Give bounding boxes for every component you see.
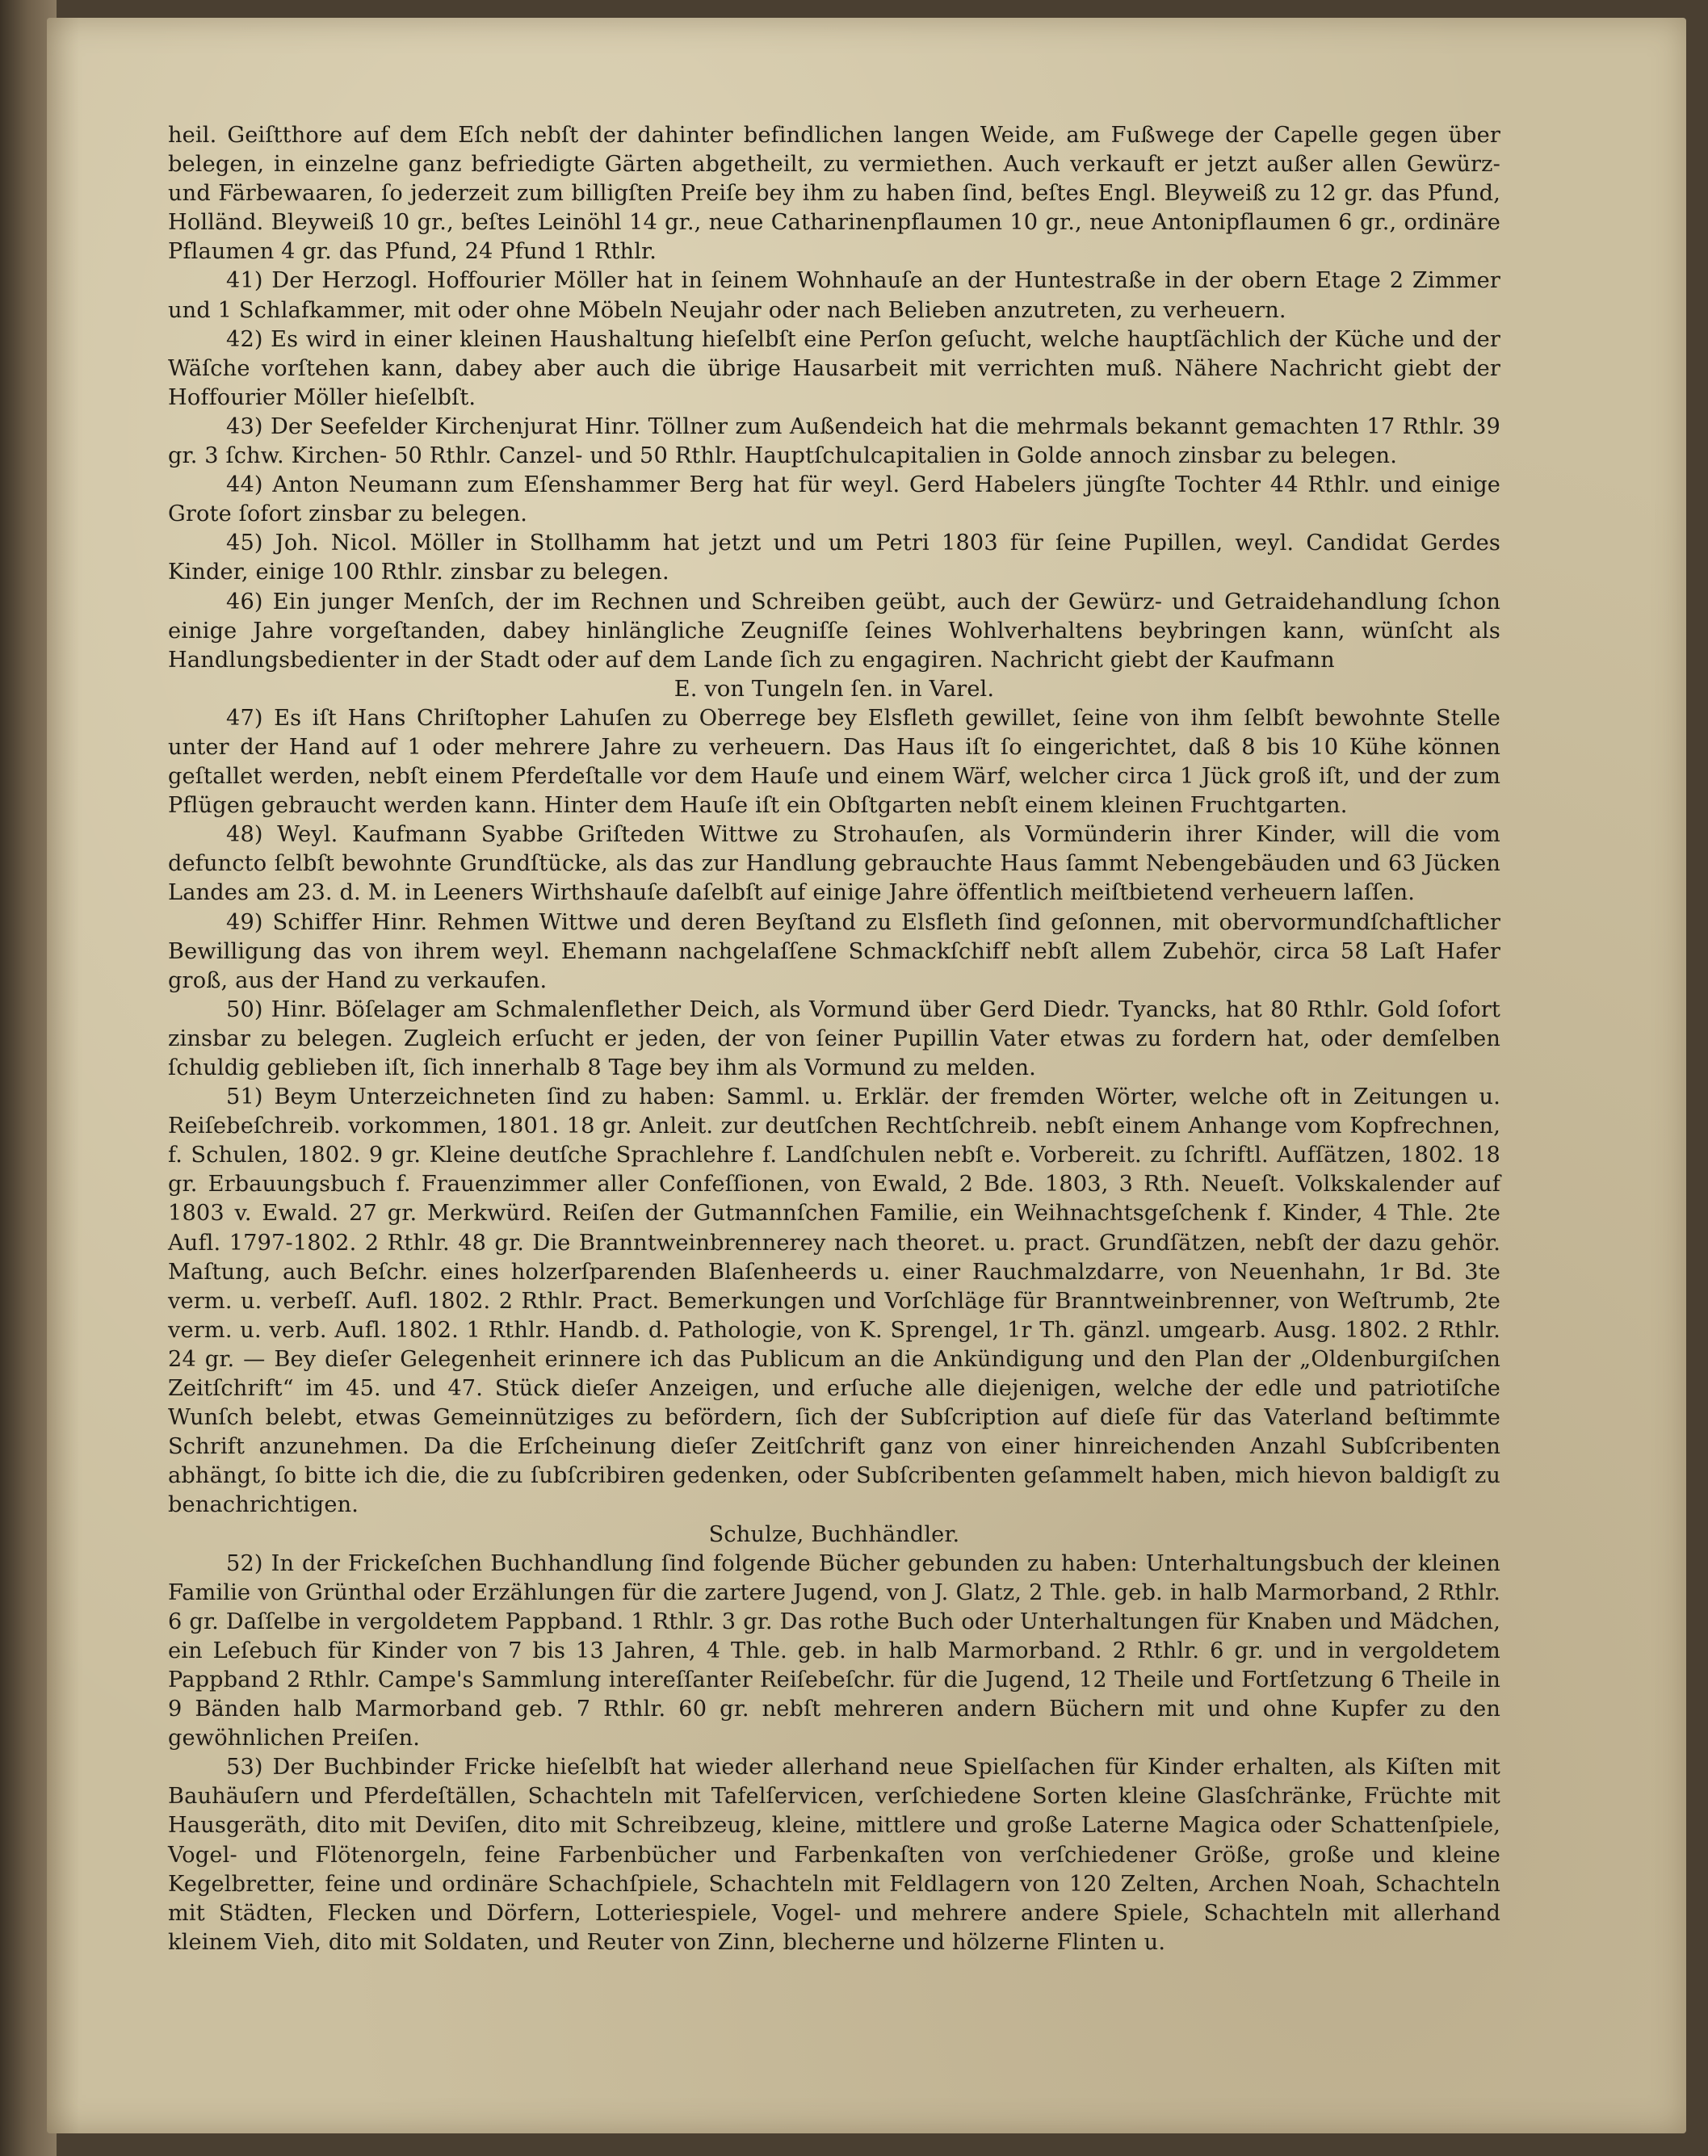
notice-49: 49) Schiffer Hinr. Rehmen Wittwe und deren Beyſtand zu Elsfleth ſind geſonnen, mit obervormundſchaftlicher Bewilligung das von ihrem weyl. Ehemann nachgelaſſene Schmackſchiff nebſt allem Zubehör, circa 58 Laſt Hafer groß, aus der Hand zu verkaufen. <box>168 909 1500 993</box>
notice-44: 44) Anton Neumann zum Eſenshammer Berg hat für weyl. Gerd Habelers jüngſte Tochter 44 Rthlr. und einige Grote ſofort zinsbar zu belegen. <box>168 472 1500 527</box>
notice-51: 51) Beym Unterzeichneten ſind zu haben: Samml. u. Erklär. der fremden Wörter, welche oft in Zeitungen u. Reiſebeſchreib. vorkommen, 1801. 18 gr. Anleit. zur deutſchen Rechtſchreib. nebſt einem Anhange vom Kopfrechnen, f. Schulen, 1802. 9 gr. Kleine deutſche Sprachlehre f. Landſchulen nebſt e. Vorbereit. zu ſchriftl. Aufſätzen, 1802. 18 gr. Erbauungsbuch f. Frauenzimmer aller Confeſſionen, von Ewald, 2 Bde. 1803, 3 Rth. Neueſt. Volkskalender auf 1803 v. Ewald. 27 gr. Merkwürd. Reiſen der Gutmannſchen Familie, ein Weihnachtsgeſchenk f. Kinder, 4 Thle. 2te Aufl. 1797-1802. 2 Rthlr. 48 gr. Die Branntweinbrennerey nach theoret. u. pract. Grundſätzen, nebſt der dazu gehör. Maſtung, auch Beſchr. eines holzerſparenden Blaſenheerds u. einer Rauchmalzdarre, von Neuenhahn, 1r Bd. 3te verm. u. verbeſſ. Aufl. 1802. 2 Rthlr. Pract. Bemerkungen und Vorſchläge für Branntweinbrenner, von Weſtrumb, 2te verm. u. verb. Aufl. 1802. 1 Rthlr. Handb. d. Pathologie, von K. Sprengel, 1r Th. gänzl. umgearb. Ausg. 1802. 2 Rthlr. 24 gr. — Bey dieſer Gelegenheit erinnere ich das Publicum an die Ankündigung und den Plan der „Oldenburgiſchen Zeitſchrift“ im 45. und 47. Stück dieſer Anzeigen, und erſuche alle diejenigen, welche der edle und patriotiſche Wunſch belebt, etwas Gemeinnütziges zu befördern, ſich der Subſcription auf dieſe für das Vaterland beſtimmte Schrift anzunehmen. Da die Erſcheinung dieſer Zeitſchrift ganz von einer hinreichenden Anzahl Subſcribenten abhängt, ſo bitte ich die, die zu ſubſcribiren gedenken, oder Subſcribenten geſammelt haben, mich hievon baldigſt zu benachrichtigen. <box>168 1084 1500 1518</box>
notice-41: 41) Der Herzogl. Hoffourier Möller hat in ſeinem Wohnhauſe an der Huntestraße in der obern Etage 2 Zimmer und 1 Schlafkammer, mit oder ohne Möbeln Neujahr oder nach Belieben anzutreten, zu verheuern. <box>168 268 1500 323</box>
notice-45: 45) Joh. Nicol. Möller in Stollhamm hat jetzt und um Petri 1803 für ſeine Pupillen, weyl. Candidat Gerdes Kinder, einige 100 Rthlr. zinsbar zu belegen. <box>168 531 1500 585</box>
document-page <box>47 18 1686 2133</box>
notice-42: 42) Es wird in einer kleinen Haushaltung hieſelbſt eine Perſon geſucht, welche hauptſächlich der Küche und der Wäſche vorſtehen kann, dabey aber auch die übrige Hausarbeit mit verrichten muß. Nähere Nachricht giebt der Hoffourier Möller hieſelbſt. <box>168 326 1500 410</box>
notice-46: 46) Ein junger Menſch, der im Rechnen und Schreiben geübt, auch der Gewürz- und Getraidehandlung ſchon einige Jahre vorgeſtanden, dabey hinlängliche Zeugniſſe ſeines Wohlverhaltens beybringen kann, wünſcht als Handlungsbedienter in der Stadt oder auf dem Lande ſich zu engagiren. Nachricht giebt der Kaufmann <box>168 589 1500 673</box>
notice-52: 52) In der Frickeſchen Buchhandlung ſind folgende Bücher gebunden zu haben: Unterhaltungsbuch der kleinen Familie von Grünthal oder Erzählungen für die zartere Jugend, von J. Glatz, 2 Thle. geb. in halb Marmorband, 2 Rthlr. 6 gr. Daſſelbe in vergoldetem Pappband. 1 Rthlr. 3 gr. Das rothe Buch oder Unterhaltungen für Knaben und Mädchen, ein Leſebuch für Kinder von 7 bis 13 Jahren, 4 Thle. geb. in halb Marmorband. 2 Rthlr. 6 gr. und in vergoldetem Pappband 2 Rthlr. Campe's Sammlung intereſſanter Reiſebeſchr. für die Jugend, 12 Theile und Fortſetzung 6 Theile in 9 Bänden halb Marmorband geb. 7 Rthlr. 60 gr. nebſt mehreren andern Büchern mit und ohne Kupfer zu den gewöhnlichen Preiſen. <box>168 1550 1500 1751</box>
notice-43: 43) Der Seefelder Kirchenjurat Hinr. Töllner zum Außendeich hat die mehrmals bekannt gemachten 17 Rthlr. 39 gr. 3 ſchw. Kirchen- 50 Rthlr. Canzel- und 50 Rthlr. Hauptſchulcapitalien in Golde annoch zinsbar zu belegen. <box>168 413 1500 469</box>
page-text-column <box>168 121 1500 1957</box>
notice-50: 50) Hinr. Böſelager am Schmalenflether Deich, als Vormund über Gerd Diedr. Tyancks, hat 80 Rthlr. Gold ſofort zinsbar zu belegen. Zugleich erſucht er jeden, der von ſeiner Pupillin Vater etwas zu fordern hat, oder demſelben ſchuldig geblieben iſt, ſich innerhalb 8 Tage bey ihm als Vormund zu melden. <box>168 996 1500 1080</box>
notice-46-signature: E. von Tungeln ſen. in Varel. <box>674 676 995 702</box>
notice-48: 48) Weyl. Kaufmann Syabbe Griſteden Wittwe zu Strohauſen, als Vormünderin ihrer Kinder, will die vom defuncto ſelbſt bewohnte Grundſtücke, als das zur Handlung gebrauchte Haus ſammt Nebengebäuden und 63 Jücken Landes am 23. d. M. in Leeners Wirthshauſe daſelbſt auf einige Jahre öffentlich meiſtbietend verheuern laſſen. <box>168 822 1500 906</box>
notice-47: 47) Es iſt Hans Chriſtopher Lahuſen zu Oberrege bey Elsfleth gewillet, ſeine von ihm ſelbſt bewohnte Stelle unter der Hand auf 1 oder mehrere Jahre zu verheuern. Das Haus iſt ſo eingerichtet, daß 8 bis 10 Kühe können geſtallet werden, nebſt einem Pferdeſtalle vor dem Hauſe und einem Wärf, welcher circa 1 Jück groß iſt, und der zum Pflügen gebraucht werden kann. Hinter dem Hauſe iſt ein Obſtgarten nebſt einem kleinen Fruchtgarten. <box>168 705 1500 819</box>
notice-51-signature: Schulze, Buchhändler. <box>708 1521 960 1547</box>
notice-40-continuation: heil. Geiſtthore auf dem Eſch nebſt der dahinter befindlichen langen Weide, am Fußwege der Capelle gegen über belegen, in einzelne ganz befriedigte Gärten abgetheilt, zu vermiethen. Auch verkauft er jetzt außer allen Gewürz- und Färbewaaren, ſo jederzeit zum billigſten Preiſe bey ihm zu haben ſind, beſtes Engl. Bleyweiß zu 12 gr. das Pfund, Holländ. Bleyweiß 10 gr., beſtes Leinöhl 14 gr., neue Catharinenpflaumen 10 gr., neue Antonipflaumen 6 gr., ordinäre Pflaumen 4 gr. das Pfund, 24 Pfund 1 Rthlr. <box>168 123 1500 265</box>
notice-53: 53) Der Buchbinder Fricke hieſelbſt hat wieder allerhand neue Spielſachen für Kinder erhalten, als Kiſten mit Bauhäuſern und Pferdeſtällen, Schachteln mit Tafelſervicen, verſchiedene Sorten kleine Glasſchränke, Früchte mit Hausgeräth, dito mit Deviſen, dito mit Schreibzeug, kleine, mittlere und große Laterne Magica oder Schattenſpiele, Vogel- und Flötenorgeln, feine Farbenbücher und Farbenkaſten von verſchiedener Größe, große und kleine Kegelbretter, feine und ordinäre Schachſpiele, Schachteln mit Feldlagern von 120 Zelten, Archen Noah, Schachteln mit Städten, Flecken und Dörfern, Lotteriespiele, Vogel- und mehrere andere Spiele, Schachteln mit allerhand kleinem Vieh, dito mit Soldaten, und Reuter von Zinn, blecherne und hölzerne Flinten u. <box>168 1755 1500 1955</box>
